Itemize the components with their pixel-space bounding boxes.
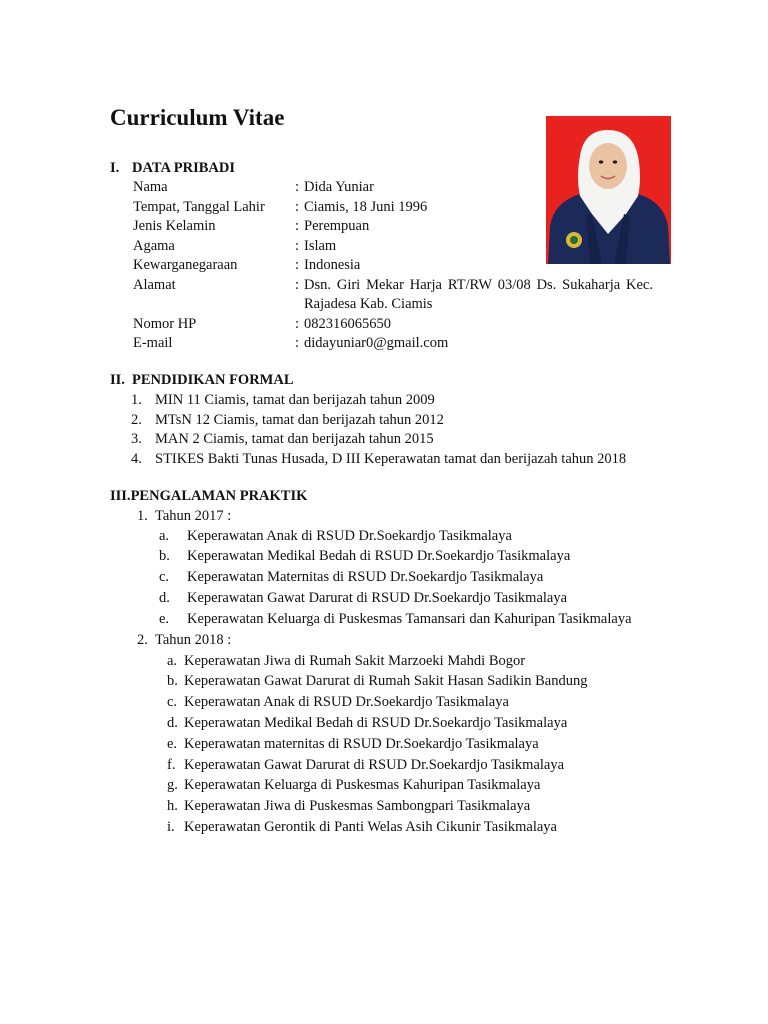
- field-value: Ciamis, 18 Juni 1996: [304, 198, 428, 215]
- personal-data-row: Alamat : Dsn. Giri Mekar Harja RT/RW 03/08 Ds. Sukaharja Kec. Rajadesa Kab. Ciamis: [133, 276, 653, 315]
- field-label: E-mail: [133, 335, 173, 351]
- personal-data-row: Agama : Islam: [133, 237, 653, 257]
- section-number: III.: [110, 488, 131, 504]
- personal-data-row: E-mail : didayuniar0@gmail.com: [133, 334, 653, 354]
- list-item: b. Keperawatan Gawat Darurat di Rumah Sakit Hasan Sadikin Bandung: [167, 673, 588, 690]
- personal-data-row: Jenis Kelamin : Perempuan: [133, 217, 653, 237]
- education-list: [131, 391, 691, 469]
- section-pendidikan-heading: [110, 371, 294, 391]
- list-item: g. Keperawatan Keluarga di Puskesmas Kahuripan Tasikmalaya: [167, 777, 541, 794]
- field-value: 082316065650: [304, 315, 391, 332]
- field-label: Nama: [133, 179, 168, 195]
- list-item: i. Keperawatan Gerontik di Panti Welas Asih Cikunir Tasikmalaya: [167, 819, 557, 835]
- experience-sublist-2018: [137, 651, 697, 838]
- field-value: Islam: [304, 237, 337, 254]
- section-pengalaman-heading: [110, 487, 307, 507]
- list-item: 3. MAN 2 Ciamis, tamat dan berijazah tahun 2015: [131, 431, 434, 447]
- list-item: b. Keperawatan Medikal Bedah di RSUD Dr.Soekardjo Tasikmalaya: [159, 548, 571, 565]
- field-value: Dsn. Giri Mekar Harja RT/RW 03/08 Ds. Sukaharja Kec. Rajadesa Kab. Ciamis: [304, 276, 653, 312]
- section-number: II.: [110, 372, 125, 388]
- field-value: Dida Yuniar: [304, 179, 374, 195]
- personal-data-row: Nama : Dida Yuniar: [133, 178, 653, 198]
- field-value: Perempuan: [304, 218, 370, 234]
- field-label: Tempat, Tanggal Lahir: [133, 198, 265, 215]
- personal-data-row: Nomor HP : 082316065650: [133, 315, 653, 335]
- list-item: a. Keperawatan Anak di RSUD Dr.Soekardjo Tasikmalaya: [159, 527, 512, 544]
- personal-data-list: [133, 178, 653, 354]
- list-item: c. Keperawatan Anak di RSUD Dr.Soekardjo Tasikmalaya: [167, 694, 509, 711]
- list-item: d. Keperawatan Gawat Darurat di RSUD Dr.Soekardjo Tasikmalaya: [159, 590, 568, 607]
- personal-data-row: Tempat, Tanggal Lahir : Ciamis, 18 Juni 1996: [133, 198, 653, 218]
- field-value: didayuniar0@gmail.com: [304, 335, 449, 351]
- list-item: c. Keperawatan Maternitas di RSUD Dr.Soekardjo Tasikmalaya: [159, 569, 544, 586]
- field-label: Agama: [133, 237, 175, 254]
- section-number: I.: [110, 160, 120, 176]
- page-title: Curriculum Vitae: [110, 105, 285, 130]
- list-item: f. Keperawatan Gawat Darurat di RSUD Dr.Soekardjo Tasikmalaya: [167, 756, 565, 773]
- year-heading: 2. Tahun 2018 :: [137, 632, 232, 649]
- year-heading: 1. Tahun 2017 :: [137, 507, 232, 524]
- list-item: h. Keperawatan Jiwa di Puskesmas Sambongpari Tasikmalaya: [167, 798, 531, 815]
- list-item: d. Keperawatan Medikal Bedah di RSUD Dr.Soekardjo Tasikmalaya: [167, 715, 568, 732]
- list-item: 2. MTsN 12 Ciamis, tamat dan berijazah tahun 2012: [131, 411, 444, 428]
- experience-sublist-2017: [137, 526, 697, 630]
- list-item: 4. STIKES Bakti Tunas Husada, D III Keperawatan tamat dan berijazah tahun 2018: [131, 450, 627, 467]
- section-title: DATA PRIBADI: [132, 160, 235, 176]
- personal-data-row: Kewarganegaraan : Indonesia: [133, 256, 653, 276]
- section-data-pribadi-heading: [110, 159, 235, 179]
- field-label: Jenis Kelamin: [133, 218, 216, 234]
- list-item: 1. MIN 11 Ciamis, tamat dan berijazah tahun 2009: [131, 392, 435, 408]
- field-label: Alamat: [133, 276, 176, 293]
- list-item: e. Keperawatan Keluarga di Puskesmas Tamansari dan Kahuripan Tasikmalaya: [159, 610, 632, 627]
- field-label: Kewarganegaraan: [133, 257, 238, 273]
- field-label: Nomor HP: [133, 315, 197, 332]
- section-title: PENDIDIKAN FORMAL: [132, 372, 294, 388]
- list-item: e. Keperawatan maternitas di RSUD Dr.Soekardjo Tasikmalaya: [167, 735, 539, 752]
- list-item: a. Keperawatan Jiwa di Rumah Sakit Marzoeki Mahdi Bogor: [167, 652, 526, 669]
- section-title: PENGALAMAN PRAKTIK: [130, 488, 308, 504]
- experience-list: [137, 505, 697, 838]
- field-value: Indonesia: [304, 257, 361, 273]
